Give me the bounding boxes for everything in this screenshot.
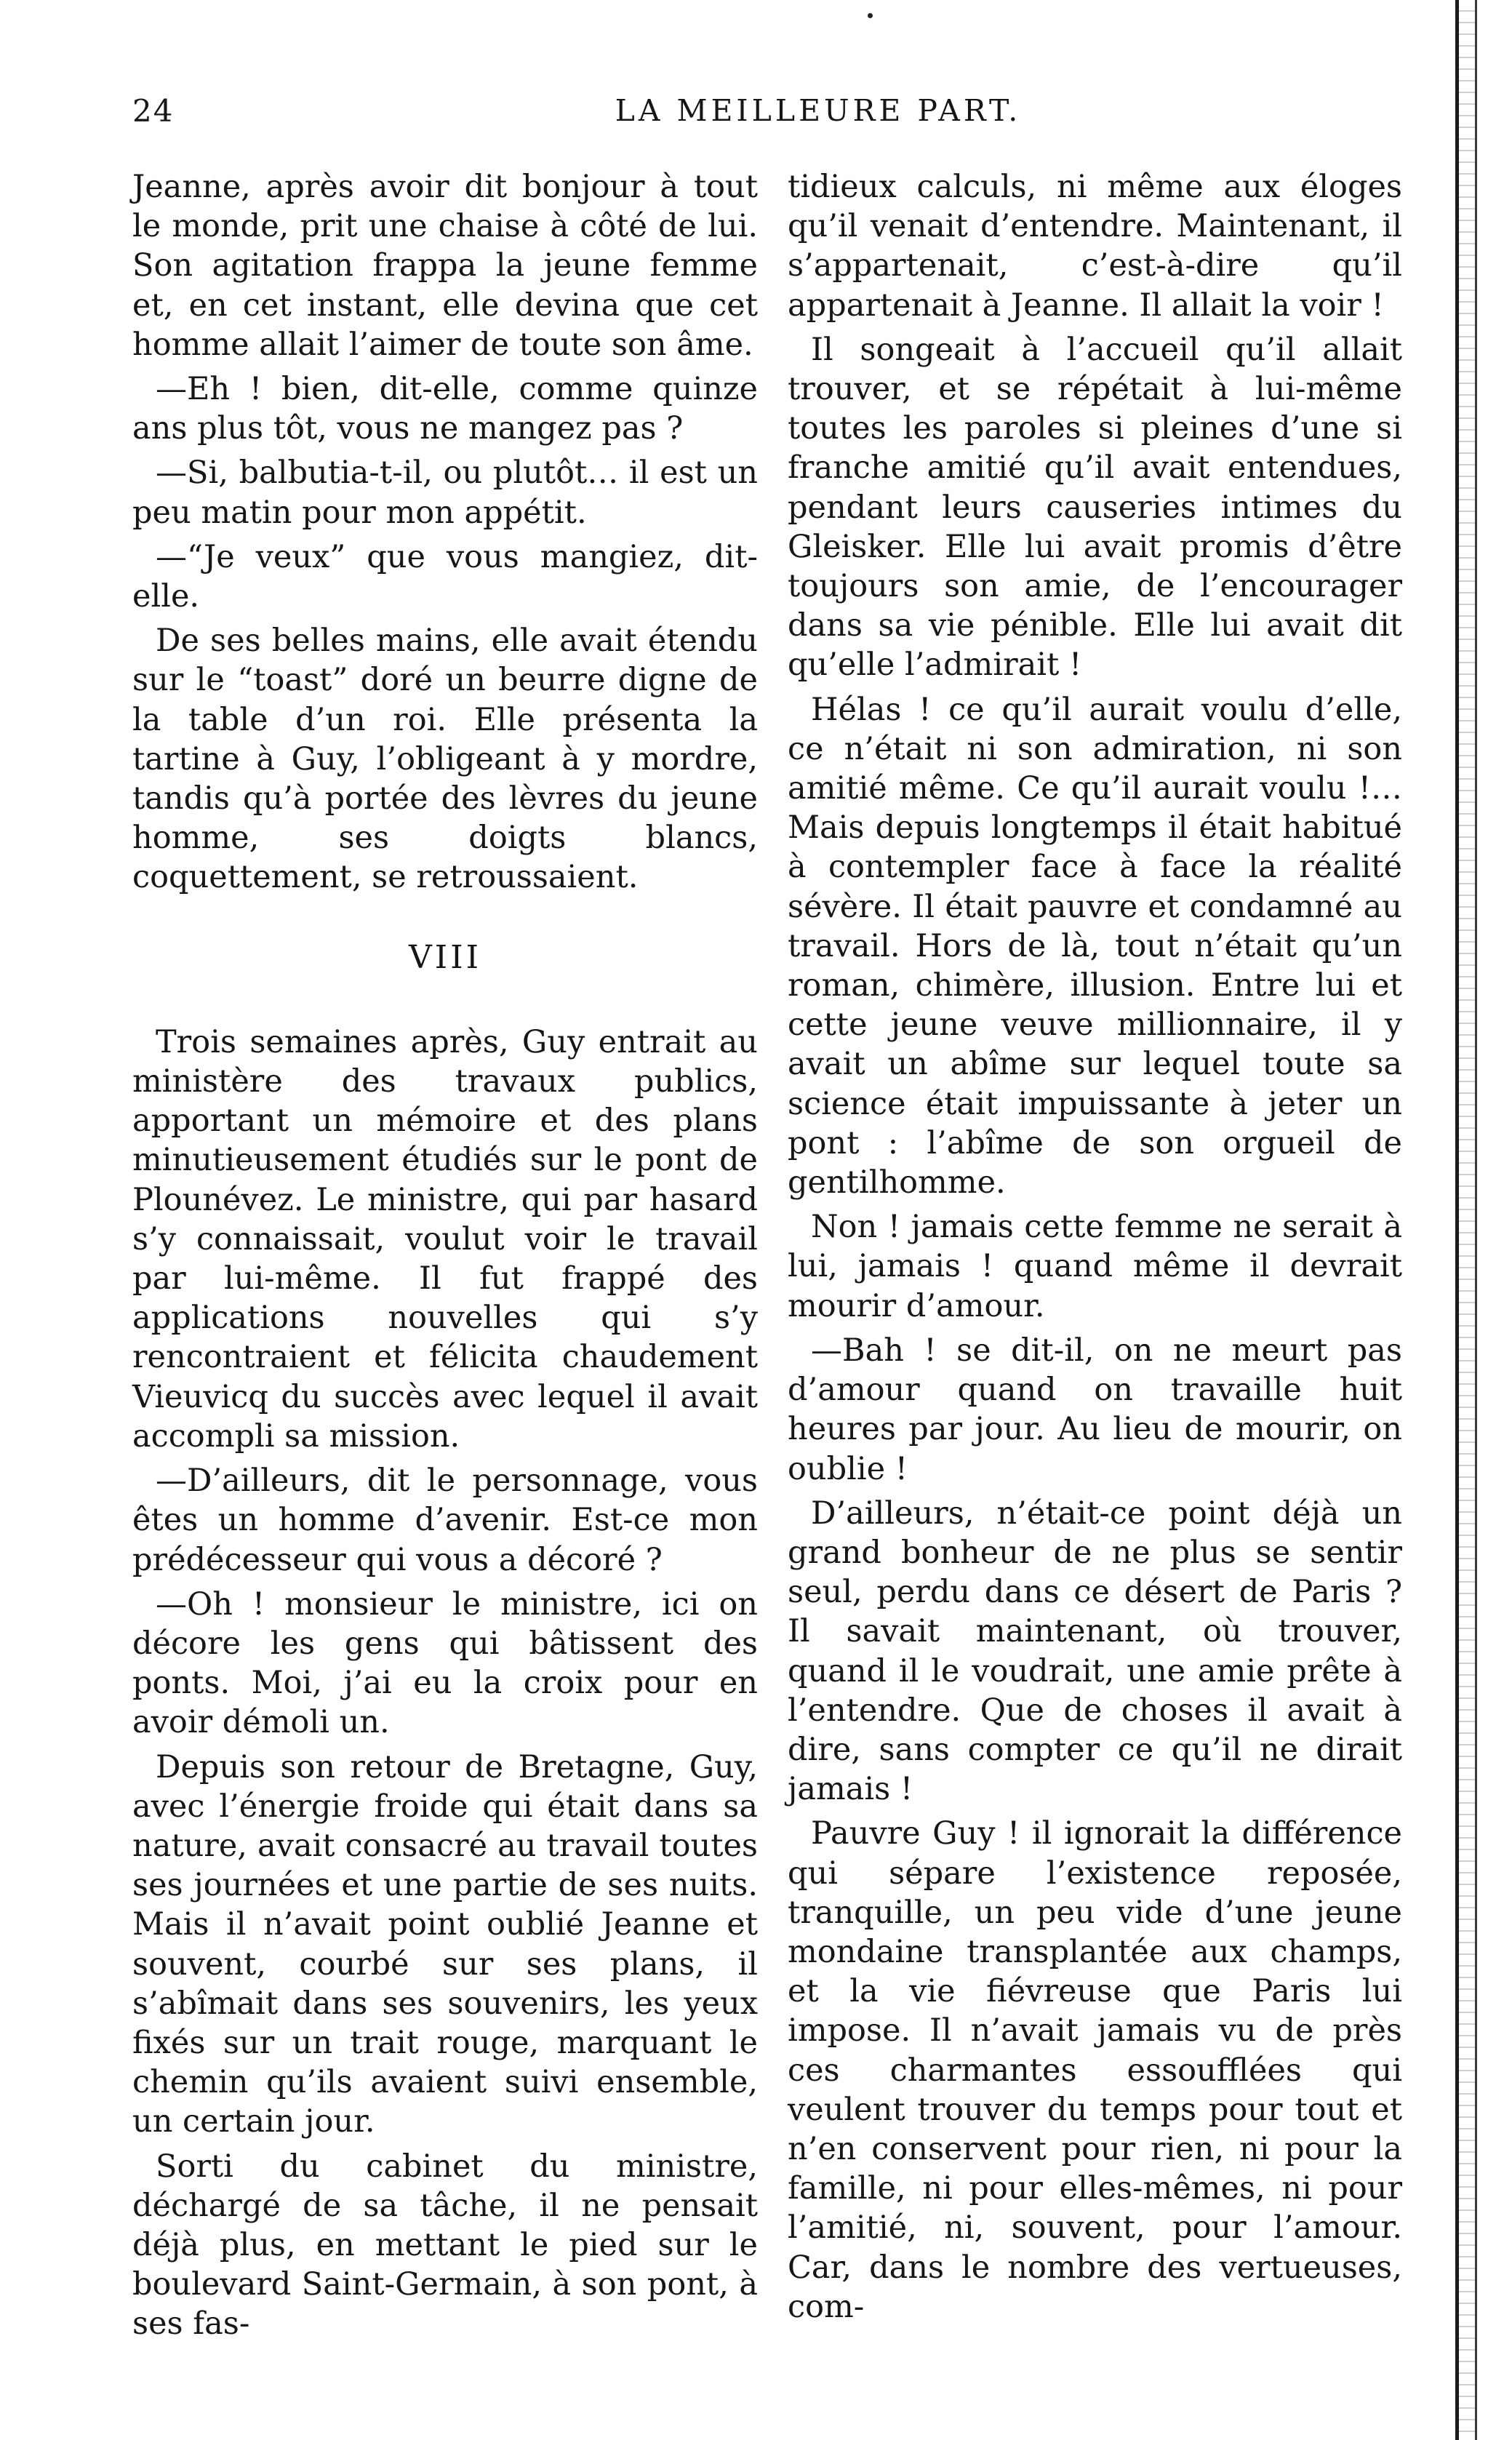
- paragraph: Depuis son retour de Bretagne, Guy, avec l’énergie froide qui était dans sa nature, avait consacré au travail toutes ses journées et une partie de ses nuits. Mais il n’avait point oublié Jeanne et souvent, courbé sur ses plans, il s’abîmait dans ses souvenirs, les yeux fixés sur un trait rouge, marquant le chemin qu’ils avaient suivi ensemble, un certain jour.: [132, 1748, 758, 2140]
- paragraph: D’ailleurs, n’était-ce point déjà un grand bonheur de ne plus se sentir seul, perdu dans ce désert de Paris ? Il savait maintenant, où trouver, quand il le voudrait, une amie prête à l’entendre. Que de choses il avait à dire, sans compter ce qu’il ne dirait jamais !: [788, 1495, 1402, 1808]
- paragraph: Hélas ! ce qu’il aurait voulu d’elle, ce n’était ni son admiration, ni son amitié même. Ce qu’il aurait voulu !… Mais depuis longtemps il était habitué à contempler face à face la réalité sévère. Il était pauvre et condamné au travail. Hors de là, tout n’était qu’un roman, chimère, illusion. Entre lui et cette jeune veuve millionnaire, il y avait un abîme sur lequel toute sa science était impuissante à jeter un pont : l’abîme de son orgueil de gentilhomme.: [788, 691, 1402, 1201]
- paragraph: —D’ailleurs, dit le personnage, vous êtes un homme d’avenir. Est-ce mon prédécesseur qui vous a décoré ?: [132, 1463, 758, 1578]
- paragraph: Sorti du cabinet du ministre, déchargé de sa tâche, il ne pensait déjà plus, en mettant le pied sur le boulevard Saint-Germain, à son pont, à ses fas-: [132, 2148, 758, 2343]
- paragraph: —Eh ! bien, dit-elle, comme quinze ans plus tôt, vous ne mangez pas ?: [132, 371, 758, 447]
- running-title: LA MEILLEURE PART.: [615, 93, 1022, 128]
- right-column: [788, 167, 1402, 2332]
- paragraph: Jeanne, après avoir dit bonjour à tout le monde, prit une chaise à côté de lui. Son agitation frappa la jeune femme et, en cet instant, elle devina que cet homme allait l’aimer de toute son âme.: [132, 169, 758, 363]
- left-column: [132, 167, 758, 2349]
- paragraph: Il songeait à l’accueil qu’il allait trouver, et se répétait à lui-même toutes les paroles si pleines d’une si franche amitié qu’il avait entendues, pendant leurs causeries intimes du Gleisker. Elle lui avait promis d’être toujours son amie, de l’encourager dans sa vie pénible. Elle lui avait dit qu’elle l’admirait !: [788, 331, 1402, 684]
- paragraph: —Bah ! se dit-il, on ne meurt pas d’amour quand on travaille huit heures par jour. Au lieu de mourir, on oublie !: [788, 1332, 1402, 1487]
- paragraph: Trois semaines après, Guy entrait au ministère des travaux publics, apportant un mémoire et des plans minutieusement étudiés sur le pont de Plounévez. Le ministre, qui par hasard s’y connaissait, voulut voir le travail par lui-même. Il fut frappé des applications nouvelles qui s’y rencontraient et félicita chaudement Vieuvicq du succès avec lequel il avait accompli sa mission.: [132, 1023, 758, 1455]
- paragraph: De ses belles mains, elle avait étendu sur le “toast” doré un beurre digne de la table d’un roi. Elle présenta la tartine à Guy, l’obligeant à y mordre, tandis qu’à portée des lèvres du jeune homme, ses doigts blancs, coquettement, se retroussaient.: [132, 623, 758, 896]
- chapter-heading: VIII: [409, 938, 481, 976]
- paragraph: —Oh ! monsieur le ministre, ici on décore les gens qui bâtissent des ponts. Moi, j’ai eu la croix pour en avoir démoli un.: [132, 1585, 758, 1741]
- page-number: 24: [132, 93, 175, 129]
- paragraph: Pauvre Guy ! il ignorait la différence qui sépare l’existence reposée, tranquille, un peu vide d’une jeune mondaine transplantée aux champs, et la vie fiévreuse que Paris lui impose. Il n’avait jamais vu de près ces charmantes essoufflées qui veulent trouver du temps pour tout et n’en conservent pour rien, ni pour la famille, ni pour elles-mêmes, ni pour l’amitié, ni, souvent, pour l’amour. Car, dans le nombre des vertueuses, com-: [788, 1815, 1402, 2325]
- print-speck: [868, 13, 873, 18]
- binding-edge: [1455, 0, 1477, 2440]
- paragraph: tidieux calculs, ni même aux éloges qu’il venait d’entendre. Maintenant, il s’appartenait, c’est-à-dire qu’il appartenait à Jeanne. Il allait la voir !: [788, 169, 1402, 324]
- paragraph: Non ! jamais cette femme ne serait à lui, jamais ! quand même il devrait mourir d’amour.: [788, 1209, 1402, 1324]
- paragraph: —“Je veux” que vous mangiez, dit-elle.: [132, 538, 758, 615]
- paragraph: —Si, balbutia-t-il, ou plutôt… il est un peu matin pour mon appétit.: [132, 455, 758, 531]
